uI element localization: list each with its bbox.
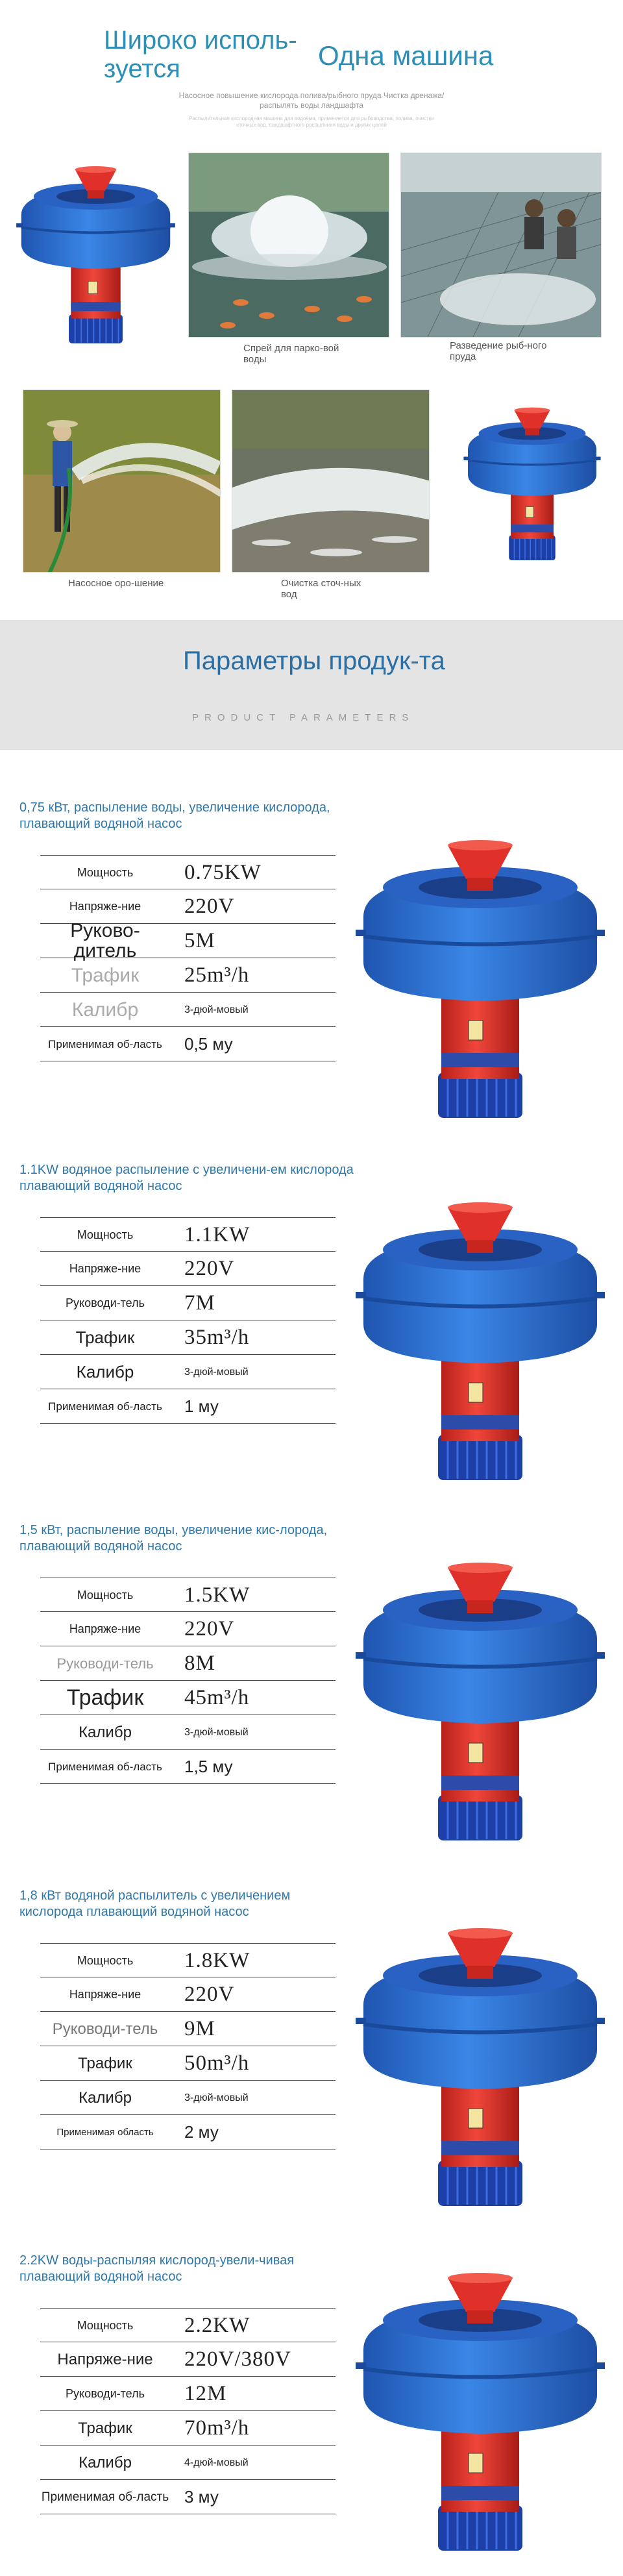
spec-label: Применимая об-ласть <box>48 1760 162 1773</box>
spec-value: 4-дюй-мовый <box>184 2457 249 2468</box>
fishpond-photo <box>400 153 602 338</box>
spec-row-area <box>40 1027 336 1061</box>
spec-row-voltage <box>40 2342 336 2377</box>
spec-row-caliber <box>40 1355 336 1389</box>
spec-label: Мощность <box>77 865 134 879</box>
spec-row-head <box>40 1286 336 1320</box>
spec-value: 50m³/h <box>184 2051 250 2075</box>
spec-row-power <box>40 2308 336 2342</box>
spec-table <box>40 1943 336 2149</box>
spec-value: 1,5 му <box>184 1756 233 1776</box>
spec-row-flow <box>40 2411 336 2446</box>
spec-label: Мощность <box>77 1953 134 1967</box>
spec-row-voltage <box>40 1252 336 1286</box>
spec-row-area <box>40 1750 336 1784</box>
spec-label: Применимая область <box>56 2126 154 2138</box>
spec-value: 0,5 му <box>184 1034 233 1054</box>
product-block <box>0 1162 623 1526</box>
spec-value: 3-дюй-мовый <box>184 1004 249 1015</box>
irrigation-photo <box>23 390 221 573</box>
sewage-photo <box>232 390 430 573</box>
spec-label: Трафик <box>75 1327 135 1347</box>
pump-image <box>350 1888 610 2251</box>
spec-value: 2.2KW <box>184 2313 250 2337</box>
pump-image <box>350 2253 610 2576</box>
spec-label: Трафик <box>66 1685 144 1710</box>
spec-row-power <box>40 1217 336 1252</box>
spec-label: Трафик <box>71 964 140 986</box>
spec-value: 220V <box>184 894 235 918</box>
usage-title: Широко исполь-зуется <box>104 26 297 83</box>
spec-row-area <box>40 2115 336 2149</box>
spec-row-flow <box>40 1320 336 1355</box>
spec-table <box>40 2308 336 2514</box>
spec-label: Руководи-тель <box>66 2386 145 2400</box>
spec-value: 3-дюй-мовый <box>184 1366 249 1378</box>
spec-label: Мощность <box>77 1588 134 1602</box>
usage-title-right: Одна машина <box>318 40 494 71</box>
spec-row-flow <box>40 1681 336 1715</box>
spec-value: 1.1KW <box>184 1222 250 1246</box>
caption-irrigation: Насосное оро-шение <box>68 578 164 589</box>
spec-label: Применимая об-ласть <box>48 1400 162 1413</box>
pump-image-hero <box>13 149 178 364</box>
spec-value: 7M <box>184 1291 215 1315</box>
spec-value: 3-дюй-мовый <box>184 2092 249 2103</box>
product-title: 1.1KW водяное распыление с увеличени-ем кислорода плавающий водяной насос <box>19 1163 354 1193</box>
spec-value: 45m³/h <box>184 1685 250 1709</box>
spec-row-voltage <box>40 889 336 924</box>
spec-value: 3 му <box>184 2486 219 2507</box>
caption-fountain: Спрей для парко-вой воды <box>243 343 339 365</box>
spec-row-power <box>40 1943 336 1977</box>
spec-label: Трафик <box>78 2419 132 2437</box>
spec-label: Мощность <box>77 2318 134 2332</box>
spec-value: 12M <box>184 2381 227 2405</box>
spec-value: 1 му <box>184 1396 219 1416</box>
spec-value: 25m³/h <box>184 963 250 987</box>
spec-row-voltage <box>40 1612 336 1646</box>
spec-label: Руково-дитель <box>70 920 140 961</box>
spec-row-area <box>40 2480 336 2514</box>
product-title: 2.2KW воды-распыляя кислород-увели-чивая плавающий водяной насос <box>19 2253 295 2284</box>
spec-row-area <box>40 1389 336 1424</box>
spec-value: 220V <box>184 1982 235 2006</box>
product-block <box>0 800 623 1163</box>
product-block <box>0 1522 623 1886</box>
spec-value: 9M <box>184 2016 215 2040</box>
spec-row-flow <box>40 958 336 993</box>
spec-value: 35m³/h <box>184 1325 250 1349</box>
spec-value: 3-дюй-мовый <box>184 1726 249 1738</box>
spec-value: 1.8KW <box>184 1948 250 1972</box>
spec-label: Калибр <box>71 998 139 1021</box>
spec-label: Руководи-тель <box>66 1296 145 1309</box>
spec-row-head <box>40 2012 336 2046</box>
spec-row-flow <box>40 2046 336 2081</box>
spec-table <box>40 855 336 1061</box>
pump-image <box>350 800 610 1163</box>
spec-label: Трафик <box>78 2054 132 2072</box>
spec-value: 2 му <box>184 2122 219 2142</box>
spec-label: Напряже-ние <box>69 899 141 913</box>
usage-section <box>0 0 623 620</box>
spec-label: Руководи-тель <box>56 1655 154 1672</box>
spec-value: 8M <box>184 1651 215 1675</box>
spec-row-caliber <box>40 2081 336 2115</box>
spec-row-caliber <box>40 993 336 1027</box>
spec-label: Напряже-ние <box>69 1622 141 1635</box>
spec-row-power <box>40 1578 336 1612</box>
spec-value: 220V <box>184 1256 235 1280</box>
spec-label: Применимая об-ласть <box>48 1037 162 1050</box>
product-title: 1,5 кВт, распыление воды, увеличение кис-лорода, плавающий водяной насос <box>19 1523 328 1554</box>
spec-value: 220V/380V <box>184 2347 291 2371</box>
spec-label: Калибр <box>76 1361 134 1381</box>
spec-row-caliber <box>40 2446 336 2480</box>
spec-label: Напряже-ние <box>69 1261 141 1275</box>
spec-table <box>40 1578 336 1784</box>
spec-row-head <box>40 2377 336 2411</box>
caption-fishpond: Разведение рыб-ного пруда <box>450 340 547 362</box>
spec-row-head <box>40 1646 336 1681</box>
params-header <box>0 620 623 750</box>
spec-value: 70m³/h <box>184 2416 250 2440</box>
product-block <box>0 2253 623 2576</box>
product-title: 0,75 кВт, распыление воды, увеличение кислорода, плавающий водяной насос <box>19 800 330 831</box>
spec-table <box>40 1217 336 1424</box>
spec-label: Напряже-ние <box>57 2350 153 2368</box>
spec-value: 5M <box>184 928 215 952</box>
spec-label: Калибр <box>79 2453 132 2471</box>
spec-label: Применимая об-ласть <box>41 2490 169 2504</box>
fountain-photo <box>188 153 389 338</box>
pump-image-side <box>461 377 604 594</box>
spec-row-caliber <box>40 1715 336 1750</box>
spec-label: Руководи-тель <box>52 2020 158 2038</box>
usage-subtitle: Насосное повышение кислорода полива/рыбного пруда Чистка дренажа/распылять воды ландшафта <box>178 91 445 110</box>
pump-image <box>350 1162 610 1526</box>
spec-label: Калибр <box>79 2088 132 2107</box>
spec-value: 0.75KW <box>184 860 262 884</box>
spec-row-power <box>40 855 336 889</box>
caption-sewage: Очистка сточ-ных вод <box>281 578 361 600</box>
spec-row-head <box>40 920 336 961</box>
params-subtitle: PRODUCT PARAMETERS <box>192 712 415 723</box>
spec-label: Мощность <box>77 1228 134 1241</box>
product-title: 1,8 кВт водяной распылитель с увеличением кислорода плавающий водяной насос <box>19 1889 291 1919</box>
spec-label: Калибр <box>79 1723 132 1741</box>
spec-value: 220V <box>184 1616 235 1641</box>
spec-value: 1.5KW <box>184 1583 250 1607</box>
usage-tiny-text: Распылительная кислородная машина для водоёма, применяется для рыбоводства, полива, очистки сточных вод, ландшафтного распыления воды и других целей <box>189 116 434 128</box>
spec-row-voltage <box>40 1977 336 2012</box>
pump-image <box>350 1522 610 1886</box>
spec-label: Напряже-ние <box>69 1987 141 2001</box>
product-block <box>0 1888 623 2251</box>
params-title: Параметры продук-та <box>183 647 445 675</box>
